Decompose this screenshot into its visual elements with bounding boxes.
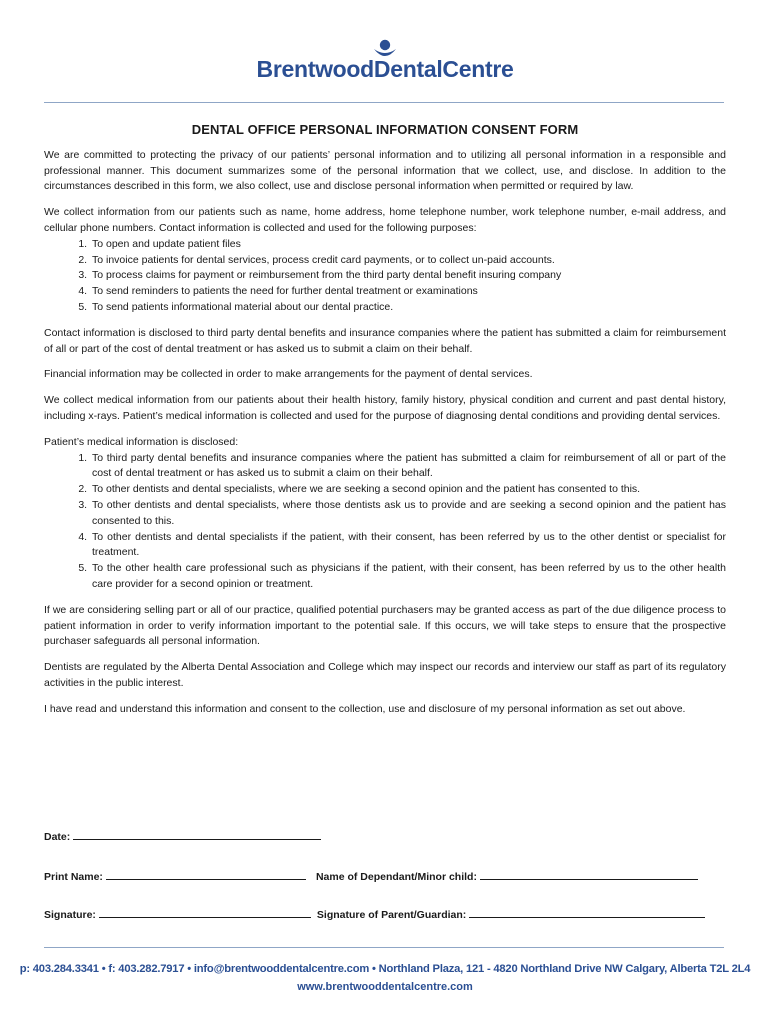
parent-signature-field[interactable] — [469, 907, 705, 918]
list-item: 2. To invoice patients for dental services, process credit card payments, or to collect un-paid accounts. — [90, 253, 726, 269]
contact-disclosure-paragraph: Contact information is disclosed to third party dental benefits and insurance companies where the patient has submitted a claim for reimbursement of all or part of the cost of dental treatment or has asked us to submit a claim on their behalf. — [44, 326, 726, 355]
contact-purposes-list — [44, 237, 726, 316]
parent-signature-label: Signature of Parent/Guardian: — [316, 909, 467, 921]
name-row — [44, 869, 698, 883]
print-name-field[interactable] — [106, 869, 306, 880]
list-item: 3. To other dentists and dental specialists, where those dentists ask us to provide and are seeking a second opinion and the patient has consented to this. — [90, 498, 726, 530]
list-item: 3. To process claims for payment or reimbursement from the third party dental benefit insuring company — [90, 268, 726, 284]
footer-contact: p: 403.284.3341 • f: 403.282.7917 • info@brentwooddentalcentre.com • Northland Plaza, 121 - 4820 Northland Drive NW Calgary, Alberta T2L 2L4 — [19, 963, 751, 975]
regulation-paragraph: Dentists are regulated by the Alberta Dental Association and College which may inspect our records and interview our staff as part of its regulatory activities in the public interest. — [44, 661, 726, 689]
list-item: 4. To send reminders to patients the need for further dental treatment or examinations — [90, 284, 726, 300]
footer-divider — [44, 947, 724, 948]
consent-paragraph: I have read and understand this information and consent to the collection, use and disclosure of my personal information as set out above. — [44, 702, 686, 715]
medical-collection-paragraph: We collect medical information from our patients about their health history, family history, physical condition and current and past dental history, including x-rays. Patient’s medical information is collected and used for the purpose of diagnosing dental conditions and providing dental services. — [44, 394, 726, 422]
date-label: Date: — [44, 831, 71, 843]
dependant-name-label: Name of Dependant/Minor child: — [315, 871, 477, 883]
document-body — [44, 122, 726, 728]
list-item: 2. To other dentists and dental specialists, where we are seeking a second opinion and the patient has consented to this. — [90, 482, 726, 498]
date-row — [44, 829, 321, 843]
contact-collection-paragraph: We collect information from our patients such as name, home address, home telephone number, work telephone number, e-mail address, and cellular phone numbers. Contact information is collected and used for the following purposes: — [44, 206, 726, 234]
header-divider — [44, 102, 724, 103]
practice-sale-paragraph: If we are considering selling part or all of our practice, qualified potential purchasers may be granted access as part of the due diligence process to patient information in order to verify information important to the potential sale. If this occurs, we will take steps to ensure that the prospective purchaser safeguards all personal information. — [44, 603, 726, 648]
list-item: 1. To open and update patient files — [90, 237, 726, 253]
signature-label: Signature: — [44, 909, 96, 921]
brand-name: BrentwoodDentalCentre — [256, 56, 514, 82]
signature-row — [44, 907, 705, 921]
intro-paragraph: We are committed to protecting the privacy of our patients’ personal information and to utilizing all personal information in a responsible and professional manner. This document summarizes some of the personal information that we collect, use, and disclose. In addition to the circumstances described in this form, we also collect, use and disclose personal information when permitted or required by law. — [44, 148, 726, 193]
brand-logo — [0, 36, 770, 86]
dependant-name-field[interactable] — [480, 869, 698, 880]
print-name-label: Print Name: — [44, 871, 103, 883]
date-field[interactable] — [73, 829, 321, 840]
page-title: DENTAL OFFICE PERSONAL INFORMATION CONSENT FORM — [191, 122, 579, 137]
footer-website-link[interactable]: www.brentwooddentalcentre.com — [297, 981, 473, 993]
financial-paragraph: Financial information may be collected in order to make arrangements for the payment of dental services. — [44, 368, 533, 381]
list-item: 5. To the other health care professional such as physicians if the patient, with their consent, has been referred by us to the other health care provider for a second opinion or treatment. — [90, 561, 726, 593]
list-item: 5. To send patients informational material about our dental practice. — [90, 300, 726, 316]
list-item: 4. To other dentists and dental specialists if the patient, with their consent, has been referred by us to the other dentist or specialist for treatment. — [90, 530, 726, 562]
medical-disclosure-heading: Patient’s medical information is disclosed: — [44, 435, 239, 448]
medical-disclosure-list — [44, 451, 726, 593]
list-item: 1. To third party dental benefits and insurance companies where the patient has submitted a claim for reimbursement of all or part of the cost of dental treatment or has asked us to submit a claim on their behalf. — [90, 451, 726, 483]
signature-field[interactable] — [99, 907, 311, 918]
